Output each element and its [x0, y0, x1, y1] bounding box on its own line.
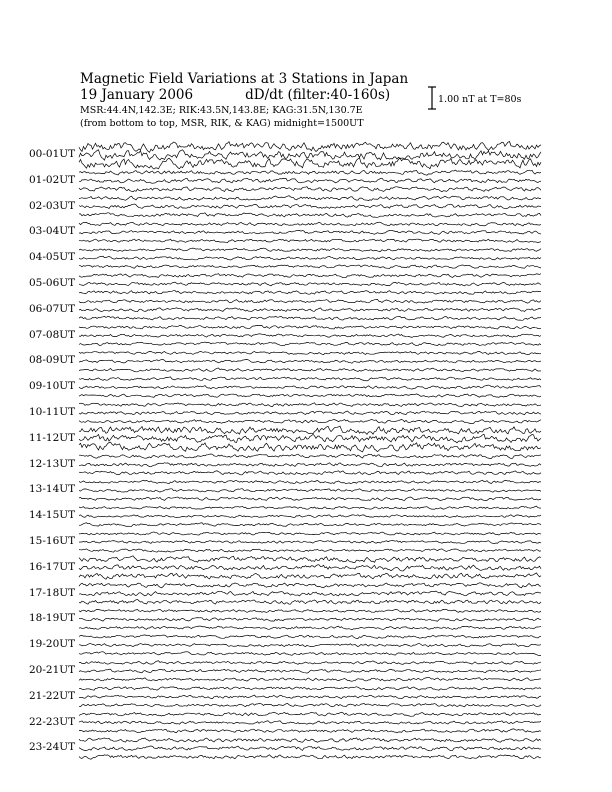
date-label: 19 January 2006: [80, 87, 194, 103]
row-label-01-02UT: 01-02UT: [29, 173, 76, 186]
trace-04-05UT-series-2: [79, 256, 541, 260]
trace-17-18UT-series-3: [79, 600, 541, 605]
trace-16-17UT-series-3: [79, 573, 541, 579]
trace-10-11UT-series-3: [79, 420, 541, 424]
trace-16-17UT-series-2: [79, 565, 541, 571]
trace-10-11UT-series-2: [79, 411, 541, 415]
row-label-21-22UT: 21-22UT: [29, 689, 76, 702]
row-label-18-19UT: 18-19UT: [29, 612, 76, 625]
trace-03-04UT-series-1: [79, 222, 541, 226]
trace-00-01UT-series-3: [79, 158, 541, 169]
trace-13-14UT-series-3: [79, 497, 541, 501]
trace-15-16UT-series-2: [79, 540, 541, 543]
row-label-17-18UT: 17-18UT: [29, 586, 76, 599]
trace-20-21UT-series-1: [79, 661, 541, 665]
trace-19-20UT-series-3: [79, 652, 541, 656]
trace-07-08UT-series-2: [79, 334, 541, 338]
trace-01-02UT-series-2: [79, 178, 541, 183]
row-label-19-20UT: 19-20UT: [29, 638, 76, 651]
trace-02-03UT-series-3: [79, 213, 541, 218]
trace-00-01UT-series-1: [79, 142, 541, 153]
row-label-00-01UT: 00-01UT: [29, 148, 76, 160]
trace-23-24UT-series-3: [79, 755, 541, 759]
trace-11-12UT-series-3: [79, 442, 541, 452]
trace-02-03UT-series-1: [79, 196, 541, 201]
station-order-note: (from bottom to top, MSR, RIK, & KAG) midnight=1500UT: [80, 118, 364, 129]
trace-06-07UT-series-3: [79, 316, 541, 320]
trace-22-23UT-series-3: [79, 729, 541, 733]
trace-13-14UT-series-1: [79, 480, 541, 483]
trace-16-17UT-series-1: [79, 556, 541, 563]
trace-15-16UT-series-3: [79, 549, 541, 552]
trace-10-11UT-series-1: [79, 403, 541, 407]
trace-09-10UT-series-3: [79, 394, 541, 398]
trace-05-06UT-series-2: [79, 282, 541, 286]
row-label-23-24UT: 23-24UT: [29, 741, 76, 754]
row-label-06-07UT: 06-07UT: [29, 302, 76, 315]
trace-22-23UT-series-2: [79, 721, 541, 724]
trace-18-19UT-series-2: [79, 618, 541, 622]
trace-07-08UT-series-3: [79, 342, 541, 346]
row-label-12-13UT: 12-13UT: [29, 457, 76, 470]
trace-17-18UT-series-1: [79, 583, 541, 588]
row-label-10-11UT: 10-11UT: [29, 406, 76, 418]
row-label-14-15UT: 14-15UT: [29, 509, 76, 522]
trace-12-13UT-series-3: [79, 471, 541, 475]
row-label-13-14UT: 13-14UT: [29, 483, 76, 496]
trace-23-24UT-series-1: [79, 738, 541, 743]
trace-22-23UT-series-1: [79, 712, 541, 716]
row-label-09-10UT: 09-10UT: [29, 380, 76, 393]
trace-14-15UT-series-2: [79, 515, 541, 518]
trace-20-21UT-series-3: [79, 677, 541, 681]
scale-bar: [428, 87, 436, 109]
trace-14-15UT-series-3: [79, 523, 541, 527]
row-label-15-16UT: 15-16UT: [29, 535, 76, 547]
station-coordinates: MSR:44.4N,142.3E; RIK:43.5N,143.8E; KAG:31.5N,130.7E: [80, 105, 363, 116]
trace-17-18UT-series-2: [79, 591, 541, 596]
trace-01-02UT-series-1: [79, 170, 541, 175]
trace-02-03UT-series-2: [79, 204, 541, 209]
trace-06-07UT-series-1: [79, 299, 541, 303]
row-label-04-05UT: 04-05UT: [29, 251, 76, 264]
row-label-11-12UT: 11-12UT: [29, 431, 76, 444]
trace-08-09UT-series-3: [79, 368, 541, 372]
row-label-22-23UT: 22-23UT: [29, 715, 76, 728]
trace-05-06UT-series-1: [79, 274, 541, 278]
trace-03-04UT-series-3: [79, 239, 541, 243]
trace-18-19UT-series-3: [79, 626, 541, 630]
row-label-02-03UT: 02-03UT: [29, 199, 76, 212]
trace-21-22UT-series-1: [79, 687, 541, 691]
trace-14-15UT-series-1: [79, 506, 541, 509]
trace-12-13UT-series-2: [79, 463, 541, 467]
trace-03-04UT-series-2: [79, 230, 541, 234]
scale-bar-label: 1.00 nT at T=80s: [438, 94, 522, 105]
trace-13-14UT-series-2: [79, 489, 541, 492]
row-label-07-08UT: 07-08UT: [29, 328, 76, 341]
filter-label: dD/dt (filter:40-160s): [245, 87, 391, 103]
trace-19-20UT-series-2: [79, 644, 541, 647]
row-label-16-17UT: 16-17UT: [29, 560, 76, 573]
row-label-03-04UT: 03-04UT: [29, 225, 76, 238]
row-label-20-21UT: 20-21UT: [29, 664, 76, 676]
chart-title: Magnetic Field Variations at 3 Stations in Japan: [80, 71, 409, 87]
trace-11-12UT-series-2: [79, 434, 541, 443]
trace-04-05UT-series-1: [79, 248, 541, 251]
trace-15-16UT-series-1: [79, 532, 541, 535]
trace-20-21UT-series-2: [79, 669, 541, 673]
trace-21-22UT-series-3: [79, 703, 541, 706]
trace-04-05UT-series-3: [79, 265, 541, 269]
trace-11-12UT-series-1: [79, 426, 541, 434]
trace-21-22UT-series-2: [79, 695, 541, 699]
trace-12-13UT-series-1: [79, 454, 541, 458]
trace-07-08UT-series-1: [79, 325, 541, 329]
row-label-05-06UT: 05-06UT: [29, 277, 76, 289]
trace-05-06UT-series-3: [79, 291, 541, 295]
trace-01-02UT-series-3: [79, 187, 541, 192]
trace-09-10UT-series-1: [79, 377, 541, 381]
trace-19-20UT-series-1: [79, 635, 541, 639]
row-label-08-09UT: 08-09UT: [29, 354, 76, 367]
trace-23-24UT-series-2: [79, 746, 541, 751]
trace-08-09UT-series-1: [79, 351, 541, 354]
trace-08-09UT-series-2: [79, 360, 541, 364]
trace-18-19UT-series-1: [79, 609, 541, 612]
trace-06-07UT-series-2: [79, 308, 541, 312]
trace-09-10UT-series-2: [79, 385, 541, 389]
